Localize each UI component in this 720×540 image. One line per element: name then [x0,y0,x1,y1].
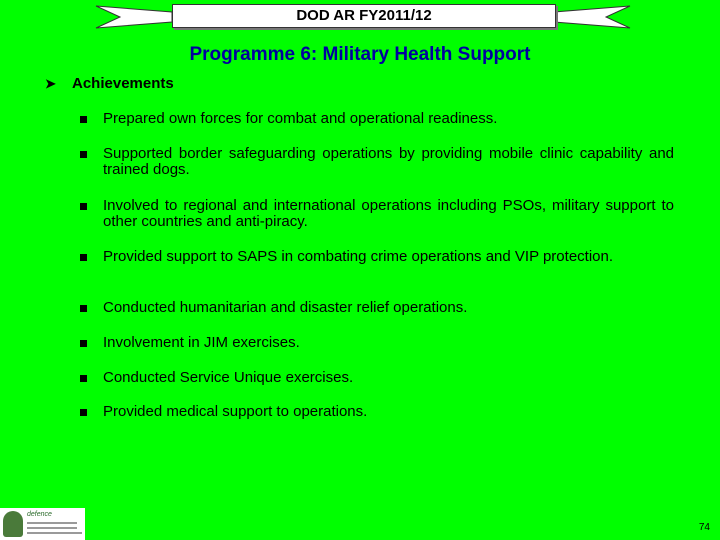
list-item: Prepared own forces for combat and operational readiness. [78,111,674,127]
list-item: Involvement in JIM exercises. [78,335,674,351]
section-heading [45,73,174,95]
banner-title: DOD AR FY2011/12 [172,4,556,28]
coat-of-arms-icon [3,511,23,537]
square-bullet-icon [80,409,87,416]
square-bullet-icon [80,375,87,382]
right-arrow-shape [554,6,630,28]
logo-text-line [27,522,77,524]
list-item: Supported border safeguarding operations by providing mobile clinic capability and trained dogs. [78,146,674,178]
section-heading-label: Achievements [72,75,174,92]
square-bullet-icon [80,203,87,210]
logo-text-line [27,532,82,534]
list-item: Conducted humanitarian and disaster relief operations. [78,300,674,316]
page-number: 74 [698,522,710,533]
logo-wordmark: defence [27,511,52,518]
square-bullet-icon [80,305,87,312]
arrow-icon: ➤ [45,76,56,91]
logo-text-line [27,527,77,529]
list-item: Involved to regional and international operations including PSOs, military support to other countries and anti-piracy. [78,198,674,230]
left-arrow-shape [96,6,172,28]
square-bullet-icon [80,340,87,347]
list-item: Provided medical support to operations. [78,404,674,420]
list-item: Provided support to SAPS in combating crime operations and VIP protection. [78,249,674,265]
square-bullet-icon [80,116,87,123]
list-item: Conducted Service Unique exercises. [78,370,674,386]
header-banner [0,0,720,40]
page-title: Programme 6: Military Health Support [189,44,531,65]
square-bullet-icon [80,151,87,158]
defence-logo [0,508,85,540]
square-bullet-icon [80,254,87,261]
